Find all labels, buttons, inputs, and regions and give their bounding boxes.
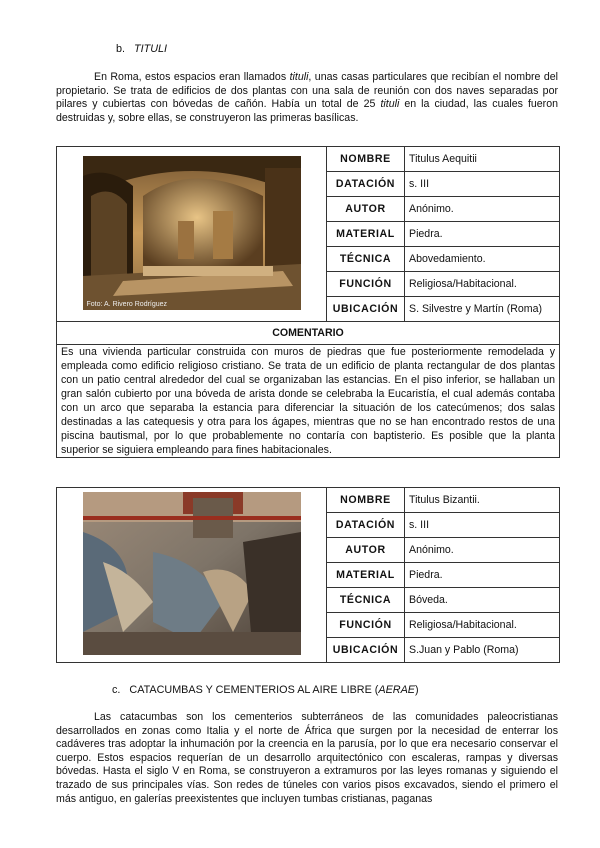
value-autor: Anónimo.: [405, 197, 560, 222]
value-tecnica: Abovedamiento.: [405, 247, 560, 272]
value-datacion: s. III: [405, 172, 560, 197]
value-funcion-2: Religiosa/Habitacional.: [405, 613, 560, 638]
section-c-title-main: CATACUMBAS Y CEMENTERIOS AL AIRE LIBRE (: [129, 684, 379, 696]
label-autor-2: AUTOR: [327, 538, 405, 563]
value-nombre: Titulus Aequitii: [405, 147, 560, 172]
section-b-title: TITULI: [134, 43, 168, 55]
section-b-intro: [56, 71, 558, 125]
section-c-title-italic: AERAE: [378, 684, 416, 696]
label-material: MATERIAL: [327, 222, 405, 247]
label-tecnica-2: TÉCNICA: [327, 588, 405, 613]
value-material: Piedra.: [405, 222, 560, 247]
label-tecnica: TÉCNICA: [327, 247, 405, 272]
value-tecnica-2: Bóveda.: [405, 588, 560, 613]
comment-body: Es una vivienda particular construida con muros de piedras que fue posteriormente remodelada y empleada como edificio religioso cristiano. Se trata de un edificio de planta rectangular de dos plantas con un patio central alrededor del cual se organizaban las estancias. En el piso inferior, se hallaban un gran salón cubierto por una bóveda de arista donde se celebraba la Eucaristía, el cual además contaba con un arco que separaba la estancia para diferenciar la situación de los catecúmenos; dos salas destinadas a las catequesis y otra para los ágapes, mientras que no se han encontrado restos de una piscina bautismal, por lo que probablemente no contaría con baptisterio. Es posible que la planta superior se siguiera empleando para fines habitacionales.: [57, 345, 560, 458]
section-c-heading: [112, 684, 419, 696]
label-ubicacion-2: UBICACIÓN: [327, 638, 405, 663]
value-material-2: Piedra.: [405, 563, 560, 588]
intro-tituli-2: tituli: [380, 98, 400, 111]
value-ubicacion-2: S.Juan y Pablo (Roma): [405, 638, 560, 663]
label-datacion: DATACIÓN: [327, 172, 405, 197]
section-b-heading: [116, 43, 167, 55]
comment-title: COMENTARIO: [57, 322, 560, 345]
section-c-title-close: ): [415, 684, 419, 696]
value-autor-2: Anónimo.: [405, 538, 560, 563]
value-funcion: Religiosa/Habitacional.: [405, 272, 560, 297]
label-funcion-2: FUNCIÓN: [327, 613, 405, 638]
label-datacion-2: DATACIÓN: [327, 513, 405, 538]
photo-cell-2: [57, 488, 327, 663]
intro-part-2: , unas casas particulares que recibían el nombre del propietario. Se trata de edificios de dos plantas con una sala de reunión con dos naves separadas por pilares y cubiertas con bóvedas de cañón. Había un total de 25: [56, 71, 558, 111]
section-c-letter: c.: [112, 684, 121, 696]
photo-titulus-aequitii: [83, 156, 301, 310]
label-autor: AUTOR: [327, 197, 405, 222]
value-datacion-2: s. III: [405, 513, 560, 538]
value-ubicacion: S. Silvestre y Martín (Roma): [405, 297, 560, 322]
label-nombre: NOMBRE: [327, 147, 405, 172]
section-b-letter: b.: [116, 43, 126, 55]
photo-titulus-bizantii: [83, 492, 301, 655]
card-titulus-aequitii: [56, 146, 560, 458]
section-c-paragraph: Las catacumbas son los cementerios subterráneos de las comunidades paleocristianas desarrollados en zonas como Italia y el norte de África que surgen por la necesidad de enterrar los cadáveres tras adoptar la inhumación por la creencia en la parusía, por lo que era necesario conservar el cuerpo. Estos espacios requerían de un desarrollo arquitectónico con escaleras, rampas y diversas bóvedas. Hasta el siglo V en Roma, se construyeron a extramuros por las leyes romanas y siguiendo el trazado de sus principales vías. Son redes de túneles con varios pisos excavados, siendo el primero el más antiguo, en galerías preexistentes que incluyen tumbas cristianas, paganas: [56, 711, 558, 805]
photo-credit: Foto: A. Rivero Rodríguez: [86, 300, 168, 308]
card-titulus-bizantii: [56, 487, 560, 663]
label-material-2: MATERIAL: [327, 563, 405, 588]
value-nombre-2: Titulus Bizantii.: [405, 488, 560, 513]
photo-cell: [57, 147, 327, 322]
intro-part-1: En Roma, estos espacios eran llamados: [94, 71, 290, 83]
intro-part-3: en la ciudad, las cuales fueron destruidas y, sobre ellas, se construyeron las primeras basílicas.: [56, 98, 558, 124]
label-ubicacion: UBICACIÓN: [327, 297, 405, 322]
label-funcion: FUNCIÓN: [327, 272, 405, 297]
label-nombre-2: NOMBRE: [327, 488, 405, 513]
intro-tituli-1: tituli: [289, 71, 309, 83]
